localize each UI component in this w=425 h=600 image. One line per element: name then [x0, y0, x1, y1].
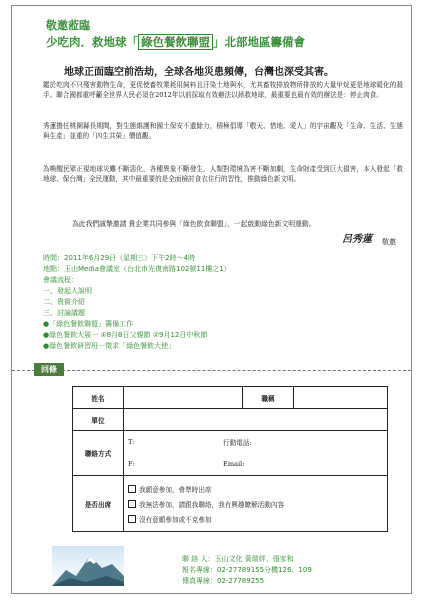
title-part-1: 少吃肉．救地球「 [46, 35, 138, 49]
event-place: 地點：玉山Media會議室（台北市光復南路102號11樓之1） [43, 265, 231, 273]
contact-label: 聯絡方式 [73, 431, 124, 476]
reply-form [72, 386, 388, 532]
name-label: 姓名 [73, 387, 124, 409]
reply-slip-tab: 回條 [34, 363, 64, 376]
title-label: 職稱 [243, 387, 294, 409]
option-label: 我願意參加，會準時出席 [139, 485, 212, 494]
paragraph-2: 秀蓮擔任桃園縣長期間，對生態維護和國土保安不遺餘力，積極倡導「敬天、惜地、愛人」的宇宙觀及「生命、生活、生態與生產」並重的「四生共榮」價值觀。 [43, 122, 403, 140]
contact-fields [124, 431, 388, 476]
fax-number: 傳真專線：02-27789255 [182, 577, 265, 585]
agenda-item: 二、貴賓介紹 [43, 298, 85, 306]
option-label: 沒有意願參加或不克參加 [139, 515, 212, 524]
checkbox[interactable] [128, 500, 136, 508]
attend-options [124, 476, 388, 532]
fax-field[interactable]: F: [128, 460, 135, 468]
signature-suffix: 敬邀 [382, 238, 396, 246]
agenda-item: 三、討論議題 [43, 309, 85, 317]
event-time: 時間：2011年6月29日（星期三）下午2時～4時 [43, 254, 196, 262]
name-field[interactable] [124, 387, 243, 409]
unit-field[interactable] [124, 409, 388, 431]
tel-field[interactable]: T: [128, 438, 135, 446]
checkbox[interactable] [128, 515, 136, 523]
agenda-item: ●「綠色餐飲聯盟」籌備工作 [43, 320, 134, 328]
cut-line [12, 370, 411, 371]
agenda-item: ●綠色餐飲研習班一徵求「綠色餐飲大使」 [43, 342, 176, 350]
email-field[interactable]: Email: [223, 460, 245, 468]
attend-label: 是否出席 [73, 476, 124, 532]
mountain-logo [52, 546, 124, 586]
option-decline[interactable] [128, 511, 383, 526]
invitation-page [11, 5, 412, 594]
unit-label: 單位 [73, 409, 124, 431]
checkbox[interactable] [128, 485, 136, 493]
paragraph-1: 鑑於吃肉不只殘害動物生命，更促使畜牧業耗用飼料且汙染土地與水，尤其畜牧排放物所排放的大量甲烷更是地球暖化的殺手。聯合國都重呼籲全世界人民必須在2012年以前採取有效辦法以拯救地球，最重要也最有效的辦法是：停止肉食。 [43, 81, 403, 99]
registration-phone: 報名專線：02-27789155分機126、109 [182, 566, 312, 574]
mobile-field[interactable]: 行動電話: [223, 439, 252, 447]
option-attend[interactable] [128, 481, 383, 496]
agenda-item: ●綠色餐飲大展一 ①8月8日父親節 ②9月12日中秋節 [43, 331, 208, 339]
subtitle: 地球正面臨空前浩劫，全球各地災患頻傳，台灣也深受其害。 [64, 67, 334, 78]
invite-heading: 敬邀蒞臨 [46, 19, 90, 32]
alliance-name: 綠色餐飲聯盟 [138, 34, 213, 50]
agenda-title: 會議流程： [43, 276, 78, 284]
event-title [46, 34, 305, 50]
closing-invitation: 為此我們誠摯邀請 貴企業共同參與「綠色飲食聯盟」，一起啟動綠色新文明運動。 [72, 220, 316, 228]
option-label: 我無法參加，請跟我聯絡，我有興趣瞭解活動內容 [139, 500, 285, 509]
option-contact-me[interactable] [128, 496, 383, 511]
title-field[interactable] [294, 387, 388, 409]
contact-person: 聯 絡 人：玉山文化 黃瑞絆、張家和 [182, 555, 294, 563]
title-part-2: 」北部地區籌備會 [213, 35, 305, 49]
signature: 呂秀蓮 [342, 234, 372, 245]
agenda-item: 一、發起人說明 [43, 287, 92, 295]
paragraph-3: 為喚醒民眾正視地球災難不斷惡化，各種異象不斷發生，人類對環境為害不斷加劇，生命財產受到巨大損害，本人發起「救地球、保台灣」全民運動，其中最重要的是全面檢討食衣住行的習性，推動綠色新文明。 [43, 165, 403, 183]
